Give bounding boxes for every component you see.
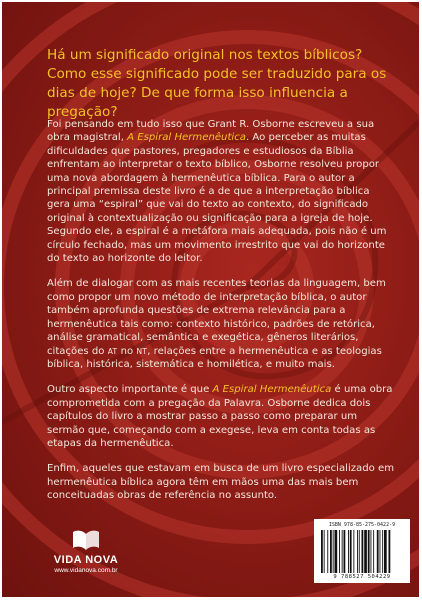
new-testament-abbr: NT bbox=[136, 346, 148, 356]
publisher-name: VIDA NOVA bbox=[53, 554, 119, 566]
paragraph-2-text-b: , relações entre a hermenêutica e as teologias bíblica, histórica, sistemática e homilética, e muito mais. bbox=[47, 345, 382, 370]
publisher-logo bbox=[45, 528, 127, 574]
paragraph-1-text-a: Foi pensando em tudo isso que Grant R. Osborne escreveu a sua obra magistral, bbox=[47, 119, 375, 144]
paragraph-2 bbox=[47, 277, 395, 371]
book-title-emphasis: A Espiral Hermenêutica bbox=[212, 384, 332, 396]
paragraph-2-text-a: Além de dialogar com as mais recentes teorias da linguagem, bem como propor um novo método de interpretação bíblica, o autor também aprofunda questões de extrema relevância para a hermenêutica tais como: contexto histórico, padrões de retórica, análise gramatical, semântica e exegética, gêneros literários, citações do bbox=[47, 278, 386, 357]
ean-number: 9 788527 504229 bbox=[333, 574, 391, 580]
old-testament-abbr: AT bbox=[107, 346, 118, 356]
paragraph-1-text-b: . Ao perceber as muitas dificuldades que pastores, pregadores e estudiosos da Bíblia enfrentam ao interpretar o texto bíblico, Osborne resolveu propor uma nova abordagem à hermenêutica bíblica. Para o autor a principal premissa deste livro é a de que a interpretação bíblica gera uma “espiral” que vai do texto ao contexto, do significado original à contextualização ou significação para a igreja de hoje. Segundo ele, a espiral é a metáfora mais adequada, pois não é um círculo fechado, mas um movimento irrestrito que vai do horizonte do texto ao horizonte do leitor. bbox=[47, 132, 387, 265]
paragraph-1 bbox=[47, 118, 395, 265]
publisher-url: www.vidanova.com.br bbox=[54, 567, 118, 574]
barcode-icon bbox=[320, 530, 404, 573]
isbn-text: ISBN 978-85-275-0422-9 bbox=[328, 522, 396, 528]
back-cover bbox=[2, 2, 419, 597]
headline-question: Há um significado original nos textos bíblicos? Como esse significado pode ser traduzido para os dias de hoje? De que forma isso influencia a pregação? bbox=[47, 47, 387, 120]
paragraph-3-text-a: Outro aspecto importante é que bbox=[47, 384, 213, 396]
book-logo-icon bbox=[71, 528, 101, 552]
paragraph-3-text-b: é uma obra comprometida com a pregação da Palavra. Osborne dedica dois capítulos do livro a mostrar passo a passo como preparar um sermão que, começando com a exegese, leva em conta todas as etapas da hermenêutica. bbox=[47, 384, 393, 449]
paragraph-3 bbox=[47, 383, 395, 450]
paragraph-2-text-mid: no bbox=[117, 345, 137, 357]
paragraph-4: Enfim, aqueles que estavam em busca de um livro especializado em hermenêutica bíblica agora têm em mãos uma das mais bem conceituadas obras de referência no assunto. bbox=[47, 463, 395, 502]
book-title-emphasis: A Espiral Hermenêutica bbox=[127, 132, 246, 144]
description-text bbox=[47, 118, 395, 515]
barcode-box bbox=[314, 519, 410, 583]
